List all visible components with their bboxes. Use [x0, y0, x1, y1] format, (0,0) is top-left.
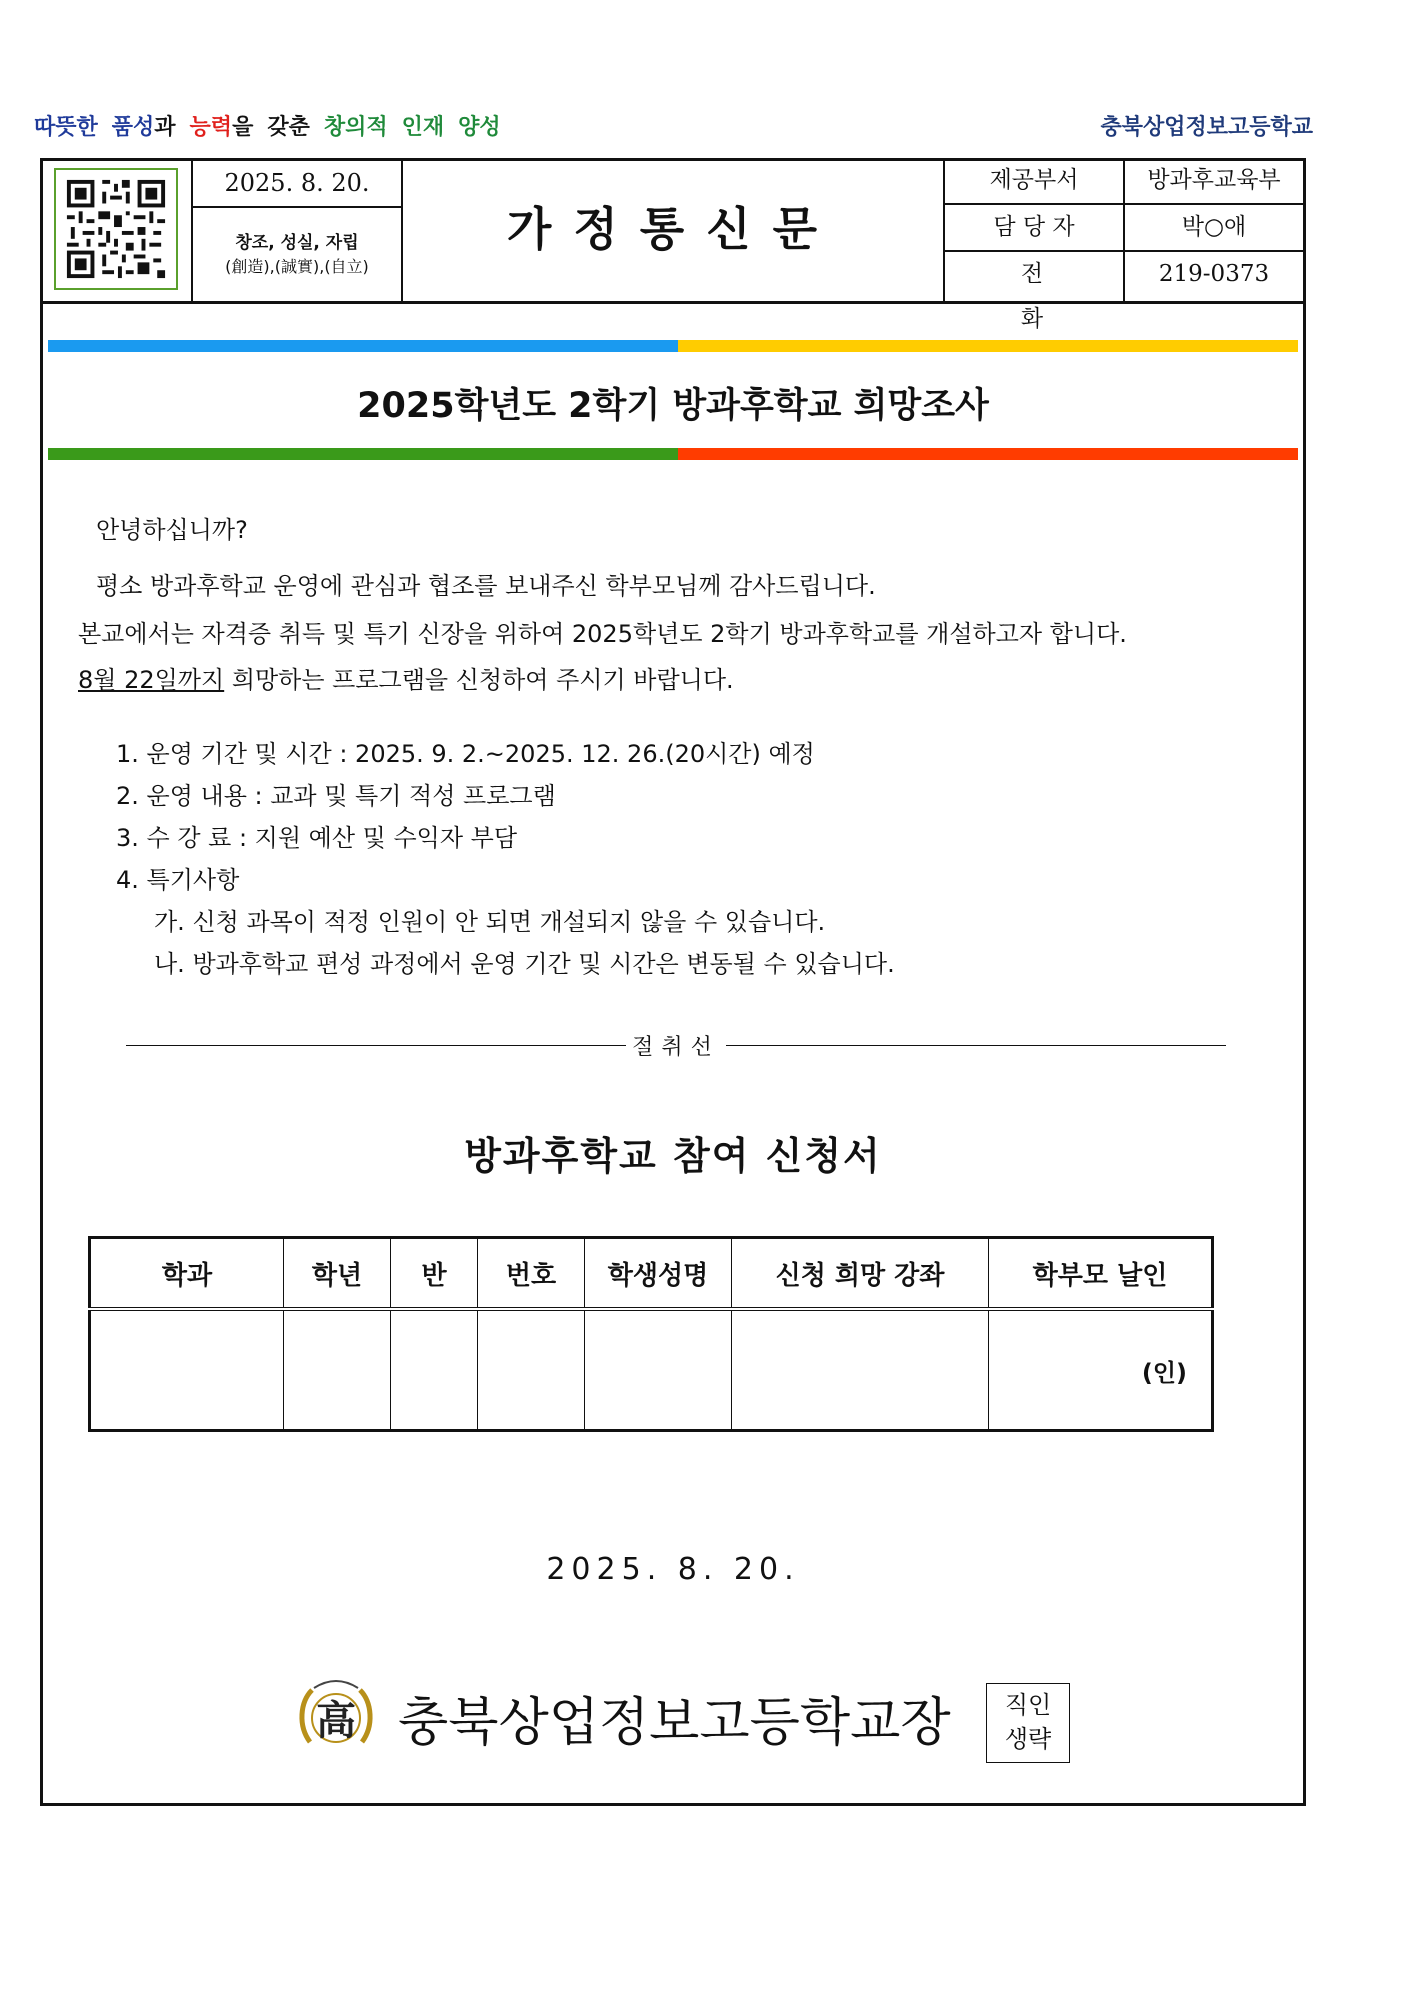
phone-label: 전 화 [945, 252, 1125, 301]
slogan-word: 양성 [458, 115, 501, 140]
slogan-word: 창의적 [323, 115, 388, 140]
cut-line-label: 절취선 [632, 1035, 720, 1060]
cut-line-left [126, 1045, 626, 1046]
list-item: 1. 운영 기간 및 시간 : 2025. 9. 2.~2025. 12. 26.(20시간) 예정 [116, 740, 815, 768]
phone-value: 219-0373 [1158, 261, 1270, 287]
qr-code[interactable] [54, 168, 178, 290]
list-item: 4. 특기사항 [116, 866, 240, 894]
column-header: 학과 [90, 1238, 284, 1310]
title-cell [403, 158, 945, 301]
newsletter-header [40, 158, 1306, 332]
slogan-word: 품성 [111, 115, 155, 140]
qr-code-icon [62, 176, 170, 282]
principal-signature: 충북상업정보고등학교장 [398, 1693, 951, 1753]
top-bar-blue [48, 340, 678, 352]
school-emblem-icon [296, 1676, 376, 1756]
paragraph-3-rest: 희망하는 프로그램을 신청하여 주시기 바랍니다. [224, 666, 734, 694]
student-name-field[interactable] [585, 1309, 732, 1431]
qr-cell [40, 158, 193, 301]
form-date: 2025. 8. 20. [546, 1552, 800, 1587]
date-cell [193, 158, 403, 301]
top-bar-yellow [678, 340, 1298, 352]
column-header: 신청 희망 강좌 [732, 1238, 989, 1310]
table-row [90, 1309, 1213, 1431]
slogan-word: 능력 [189, 115, 233, 140]
bottom-bar-red [678, 448, 1298, 460]
slogan-word: 따뜻한 [34, 115, 98, 140]
sub-item: 가. 신청 과목이 적정 인원이 안 되면 개설되지 않을 수 있습니다. [154, 908, 826, 936]
person-label: 담 당 자 [945, 205, 1125, 250]
document-title: 2025학년도 2학기 방과후학교 희망조사 [357, 386, 989, 426]
official-seal-omitted [986, 1683, 1070, 1763]
class-field[interactable] [391, 1309, 478, 1431]
cut-line-right [726, 1045, 1226, 1046]
paragraph-1: 평소 방과후학교 운영에 관심과 협조를 보내주신 학부모님께 감사드립니다. [96, 572, 876, 600]
column-header: 학생성명 [585, 1238, 732, 1310]
form-title: 방과후학교 참여 신청서 [464, 1134, 882, 1178]
deadline: 8월 22일까지 [78, 666, 225, 694]
sub-item: 나. 방과후학교 편성 과정에서 운영 기간 및 시간은 변동될 수 있습니다. [154, 950, 895, 978]
school-slogan [34, 110, 515, 141]
school-name-top: 충북상업정보고등학교 [1100, 115, 1313, 140]
dept-label: 제공부서 [945, 158, 1125, 203]
number-field[interactable] [478, 1309, 585, 1431]
school-motto-hanja: (創造),(誠實),(自立) [225, 257, 369, 276]
slogan-word: 인재 [401, 115, 445, 140]
school-motto: 창조, 성실, 자립 [235, 233, 359, 253]
stamp-line-1: 직인 [1004, 1691, 1052, 1719]
cut-line [126, 1030, 1226, 1060]
greeting: 안녕하십니까? [96, 516, 248, 544]
slogan-word: 갖춘 [267, 115, 310, 140]
slogan-word: 과 [154, 115, 176, 140]
contact-info [945, 158, 1303, 332]
column-header: 번호 [478, 1238, 585, 1310]
info-row-person [945, 205, 1303, 252]
column-header: 학부모 날인 [989, 1238, 1213, 1310]
seal-mark: (인) [1141, 1358, 1187, 1387]
list-item: 3. 수 강 료 : 지원 예산 및 수익자 부담 [116, 824, 518, 852]
stamp-line-2: 생략 [1004, 1725, 1052, 1753]
info-row-dept [945, 158, 1303, 205]
course-field[interactable] [732, 1309, 989, 1431]
svg-text:高: 高 [316, 1697, 356, 1744]
grade-field[interactable] [284, 1309, 391, 1431]
person-value: 박○애 [1181, 214, 1247, 240]
list-item: 2. 운영 내용 : 교과 및 특기 적성 프로그램 [116, 782, 556, 810]
bottom-bar-green [48, 448, 678, 460]
application-table [88, 1236, 1214, 1432]
column-header: 학년 [284, 1238, 391, 1310]
paragraph-2: 본교에서는 자격증 취득 및 특기 신장을 위하여 2025학년도 2학기 방과후학교를 개설하고자 합니다. [78, 620, 1127, 648]
newsletter-date: 2025. 8. 20. [193, 158, 401, 208]
department-field[interactable] [90, 1309, 284, 1431]
newsletter-title: 가정통신문 [506, 202, 840, 256]
dept-value: 방과후교육부 [1147, 167, 1281, 193]
column-header: 반 [391, 1238, 478, 1310]
paragraph-3 [78, 660, 734, 695]
info-row-phone [945, 252, 1303, 332]
parent-seal-field[interactable] [989, 1309, 1213, 1431]
table-header-row [90, 1238, 1213, 1310]
slogan-word: 을 [232, 115, 254, 140]
